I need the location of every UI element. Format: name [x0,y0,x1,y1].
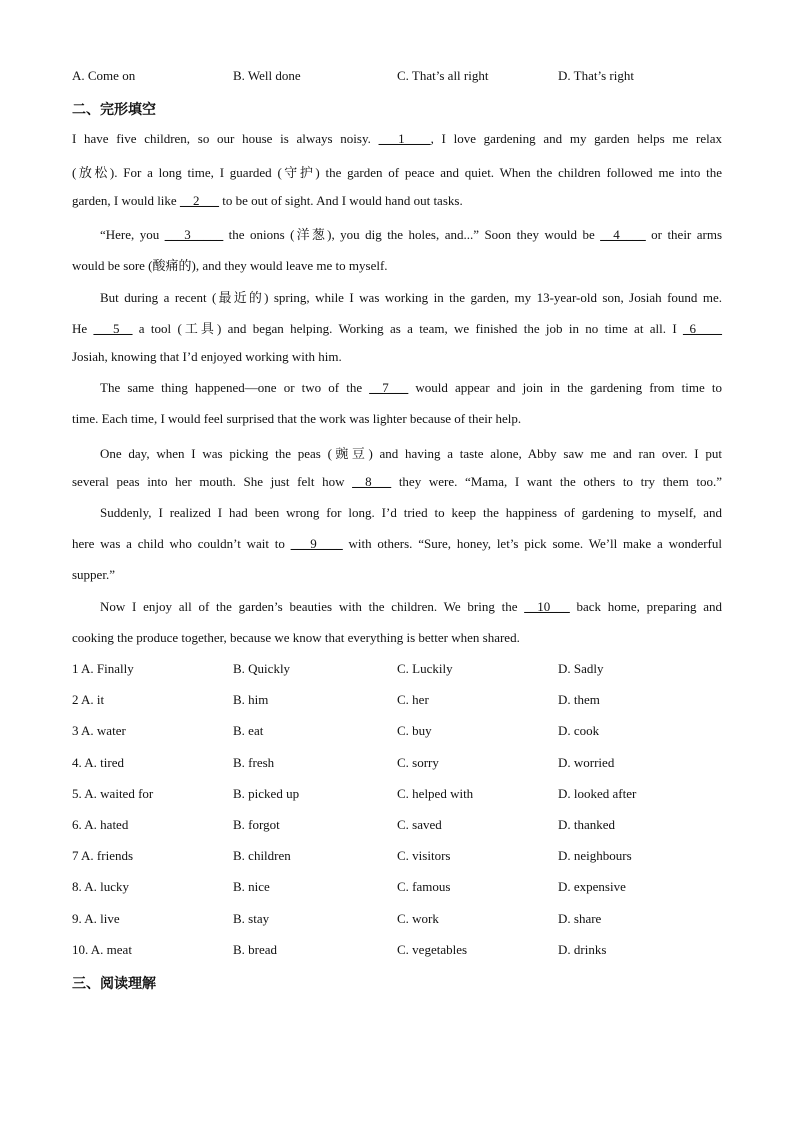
passage-text: One day, when I was picking the peas (豌豆) and having a taste alone, Abby saw me and ran over. I put [100,446,722,461]
answer-option: D. Sadly [558,661,604,676]
option-d: D. That’s right [558,68,634,83]
passage-text: garden, I would like [72,193,180,208]
passage-line [72,255,722,274]
passage-line [100,599,722,615]
passage-text: I have five children, so our house is always noisy. [72,131,379,146]
answer-option: C. sorry [397,755,439,770]
passage-line [72,131,722,147]
passage-line [100,224,722,243]
passage-line [100,287,722,306]
passage-text: cooking the produce together, because we know that everything is better when shared. [72,630,520,645]
answer-option: B. picked up [233,786,300,801]
passage-text: would appear and join in the gardening from time to [408,380,722,395]
passage-text: He [72,321,94,336]
answer-blank: _6____ [682,321,722,336]
answer-option: D. looked after [558,786,637,801]
answer-option: B. fresh [233,755,275,770]
passage-line [72,193,722,209]
passage-text: would be sore (酸痛的), and they would leave me to myself. [72,258,388,273]
answer-option: C. her [397,692,429,707]
passage-line [72,474,722,490]
passage-text: Now I enjoy all of the garden’s beauties with the children. We bring the [100,599,525,614]
passage-text: with others. “Sure, honey, let’s pick some. We’ll make a wonderful [342,536,722,551]
passage-text: back home, preparing and [569,599,722,614]
answer-option: B. children [233,848,291,863]
answer-blank: ___1____ [378,131,431,146]
passage-text: The same thing happened—one or two of the [100,380,370,395]
answer-option: B. stay [233,911,270,926]
answer-option: 1 A. Finally [72,661,134,676]
question-row [72,911,732,929]
passage-line [100,505,722,521]
passage-line [100,380,722,396]
passage-text: a tool (工具) and began helping. Working as a team, we finished the job in no time at all. I [132,321,683,336]
answer-option: 6. A. hated [72,817,129,832]
option-a: A. Come on [72,68,136,83]
passage-line [72,411,722,427]
passage-text: , I love gardening and my garden helps me relax [430,131,722,146]
passage-line [72,162,722,181]
passage-text: (放松). For a long time, I guarded (守护) the garden of peace and quiet. When the children followed me into the [72,165,722,180]
answer-option: B. nice [233,879,270,894]
question-row [72,848,732,866]
answer-option: 2 A. it [72,692,105,707]
passage-text: “Here, you [100,227,165,242]
answer-option: C. helped with [397,786,474,801]
passage-line [72,630,722,646]
answer-blank: ___3_____ [164,227,224,242]
answer-option: C. saved [397,817,442,832]
answer-option: C. buy [397,723,432,738]
section-heading-reading: 三、阅读理解 [72,976,156,992]
option-c: C. That’s all right [397,68,489,83]
answer-option: C. famous [397,879,451,894]
passage-text: they were. “Mama, I want the others to try them too.” [391,474,722,489]
answer-blank: __4____ [600,227,646,242]
passage-line [72,536,722,552]
answer-option: D. drinks [558,942,607,957]
question-row [72,755,732,773]
passage-text: Josiah, knowing that I’d enjoyed working with him. [72,349,342,364]
answer-option: D. share [558,911,602,926]
answer-option: D. expensive [558,879,626,894]
answer-option: B. forgot [233,817,280,832]
answer-blank: __10___ [524,599,570,614]
answer-option: 8. A. lucky [72,879,130,894]
passage-text: supper.” [72,567,115,582]
question-row [72,942,732,960]
passage-line [72,318,722,337]
answer-option: C. work [397,911,439,926]
passage-text: to be out of sight. And I would hand out tasks. [218,193,463,208]
answer-option: D. cook [558,723,600,738]
top-options-row [72,68,732,86]
answer-option: 7 A. friends [72,848,134,863]
answer-option: 10. A. meat [72,942,132,957]
question-row [72,723,732,741]
answer-option: C. vegetables [397,942,468,957]
answer-blank: ___9____ [290,536,343,551]
answer-option: D. them [558,692,600,707]
question-row [72,692,732,710]
answer-option: 5. A. waited for [72,786,154,801]
answer-option: B. Quickly [233,661,291,676]
answer-blank: __2___ [179,193,219,208]
answer-option: D. worried [558,755,615,770]
question-row [72,879,732,897]
answer-blank: __8___ [352,474,392,489]
passage-text: several peas into her mouth. She just felt how [72,474,353,489]
answer-option: D. thanked [558,817,616,832]
answer-option: C. Luckily [397,661,453,676]
passage-line [72,349,722,365]
passage-text: Suddenly, I realized I had been wrong for long. I’d tried to keep the happiness of gardening to myself, and [100,505,722,520]
answer-option: 4. A. tired [72,755,124,770]
passage-text: But during a recent (最近的) spring, while I was working in the garden, my 13-year-old son, Josiah found me. [100,290,722,305]
answer-option: C. visitors [397,848,451,863]
answer-option: 3 A. water [72,723,126,738]
answer-option: B. eat [233,723,264,738]
answer-option: B. him [233,692,269,707]
section-heading-cloze: 二、完形填空 [72,102,156,118]
answer-blank: __7___ [369,380,409,395]
passage-text: the onions (洋葱), you dig the holes, and...” Soon they would be [223,227,601,242]
answer-blank: ___5__ [93,321,133,336]
question-row [72,817,732,835]
answer-option: D. neighbours [558,848,632,863]
answer-option: 9. A. live [72,911,120,926]
passage-text: or their arms [645,227,722,242]
answer-option: B. bread [233,942,278,957]
question-row [72,661,732,679]
passage-line [100,443,722,462]
passage-text: here was a child who couldn’t wait to [72,536,291,551]
question-row [72,786,732,804]
option-b: B. Well done [233,68,301,83]
passage-text: time. Each time, I would feel surprised that the work was lighter because of their help. [72,411,522,426]
passage-line [72,567,722,583]
